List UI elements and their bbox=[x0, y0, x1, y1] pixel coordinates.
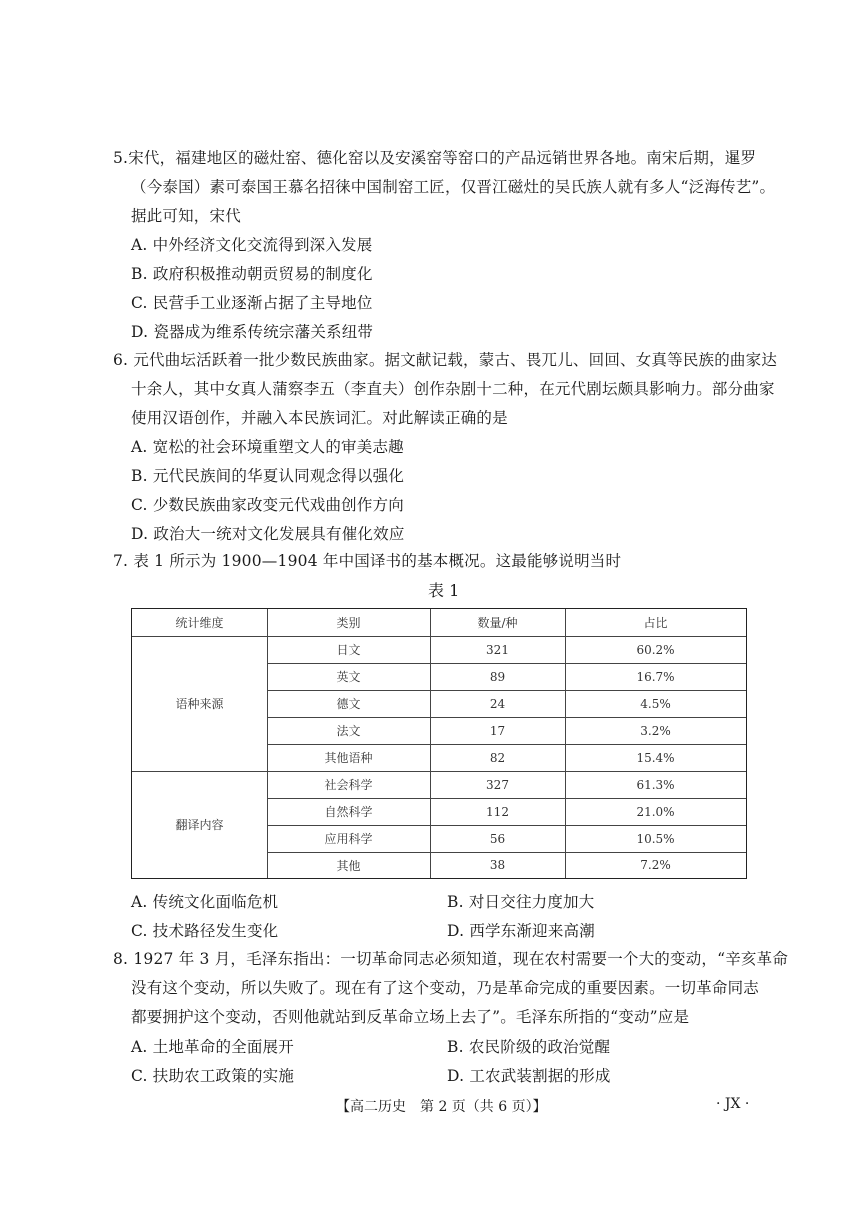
q6-option-b: B. 元代民族间的华夏认同观念得以强化 bbox=[131, 467, 405, 485]
table-cell-quantity: 82 bbox=[489, 750, 506, 765]
q8-option-b: B. 农民阶级的政治觉醒 bbox=[447, 1038, 611, 1056]
table-cell-quantity: 327 bbox=[486, 777, 509, 792]
q5-option-b: B. 政府积极推动朝贡贸易的制度化 bbox=[131, 265, 373, 283]
q5-stem-line-3: 据此可知，宋代 bbox=[131, 207, 241, 225]
table-cell-share: 10.5% bbox=[636, 831, 675, 846]
table-cell-share: 7.2% bbox=[640, 858, 671, 872]
q7-option-d: D. 西学东渐迎来高潮 bbox=[447, 922, 595, 940]
table-header-quantity: 数量/种 bbox=[477, 616, 518, 630]
q6-stem-line-1: 6. 元代曲坛活跃着一批少数民族曲家。据文献记载，蒙古、畏兀儿、回回、女真等民族的曲家达 bbox=[113, 351, 778, 369]
table-header-share: 占比 bbox=[643, 616, 668, 630]
q8-option-c: C. 扶助农工政策的实施 bbox=[131, 1067, 295, 1085]
group-translation-content: 翻译内容 bbox=[175, 818, 224, 832]
table-cell-category: 其他 bbox=[336, 858, 361, 873]
translation-table bbox=[131, 608, 747, 879]
q7-option-a: A. 传统文化面临危机 bbox=[131, 893, 279, 911]
table-cell-category: 法文 bbox=[336, 724, 361, 738]
table-cell-category: 英文 bbox=[336, 670, 361, 684]
table-caption: 表 1 bbox=[428, 581, 460, 600]
table-cell-quantity: 56 bbox=[489, 831, 506, 846]
q5-stem-line-2: （今泰国）素可泰国王慕名招徕中国制窑工匠，仅晋江磁灶的吴氏族人就有多人“泛海传艺”。 bbox=[131, 178, 776, 196]
footer-code: · JX · bbox=[716, 1096, 750, 1112]
q5-option-d: D. 瓷器成为维系传统宗藩关系纽带 bbox=[131, 323, 374, 341]
table-cell-quantity: 112 bbox=[486, 804, 509, 819]
table-cell-share: 15.4% bbox=[636, 750, 675, 765]
q7-option-c: C. 技术路径发生变化 bbox=[131, 922, 279, 940]
q5-option-c: C. 民营手工业逐渐占据了主导地位 bbox=[131, 294, 373, 312]
q6-option-a: A. 宽松的社会环境重塑文人的审美志趣 bbox=[131, 438, 404, 456]
q7-option-b: B. 对日交往力度加大 bbox=[447, 893, 595, 911]
table-cell-share: 3.2% bbox=[640, 723, 671, 738]
q6-option-c: C. 少数民族曲家改变元代戏曲创作方向 bbox=[131, 496, 404, 514]
q5-option-a: A. 中外经济文化交流得到深入发展 bbox=[131, 236, 373, 254]
table-cell-share: 60.2% bbox=[636, 642, 675, 657]
q8-stem-line-3: 都要拥护这个变动，否则他就站到反革命立场上去了”。毛泽东所指的“变动”应是 bbox=[131, 1008, 690, 1026]
table-cell-share: 61.3% bbox=[636, 777, 675, 792]
table-cell-quantity: 24 bbox=[489, 696, 506, 711]
page-footer: 【高二历史 第 2 页（共 6 页）】 bbox=[336, 1099, 547, 1115]
table-cell-quantity: 321 bbox=[486, 642, 509, 657]
q8-option-d: D. 工农武装割据的形成 bbox=[447, 1067, 611, 1085]
table-header-dimension: 统计维度 bbox=[175, 616, 224, 630]
q8-stem-line-1: 8. 1927 年 3 月，毛泽东指出：一切革命同志必须知道，现在农村需要一个大的变动，“辛亥革命 bbox=[113, 950, 789, 968]
table-cell-quantity: 38 bbox=[489, 858, 506, 872]
table-cell-share: 4.5% bbox=[640, 696, 671, 711]
group-language-source: 语种来源 bbox=[175, 697, 224, 711]
table-cell-category: 德文 bbox=[336, 697, 361, 711]
q6-stem-line-3: 使用汉语创作，并融入本民族词汇。对此解读正确的是 bbox=[131, 409, 508, 427]
table-header-category: 类别 bbox=[336, 616, 361, 630]
table-cell-category: 社会科学 bbox=[324, 778, 373, 792]
q6-stem-line-2: 十余人，其中女真人蒲察李五（李直夫）创作杂剧十二种，在元代剧坛颇具影响力。部分曲家 bbox=[131, 380, 775, 398]
q7-stem-line-1: 7. 表 1 所示为 1900—1904 年中国译书的基本概况。这最能够说明当时 bbox=[113, 552, 622, 570]
q5-stem-line-1: 5.宋代，福建地区的磁灶窑、德化窑以及安溪窑等窑口的产品远销世界各地。南宋后期，暹罗 bbox=[113, 149, 757, 167]
table-cell-category: 自然科学 bbox=[324, 805, 373, 819]
table-cell-category: 日文 bbox=[336, 643, 361, 657]
table-cell-category: 应用科学 bbox=[324, 832, 373, 846]
q8-option-a: A. 土地革命的全面展开 bbox=[131, 1038, 294, 1056]
table-cell-share: 16.7% bbox=[636, 669, 675, 684]
table-cell-quantity: 89 bbox=[489, 669, 506, 684]
table-cell-share: 21.0% bbox=[636, 804, 675, 819]
q6-option-d: D. 政治大一统对文化发展具有催化效应 bbox=[131, 525, 405, 543]
q8-stem-line-2: 没有这个变动，所以失败了。现在有了这个变动，乃是革命完成的重要因素。一切革命同志 bbox=[131, 979, 760, 997]
table-cell-category: 其他语种 bbox=[324, 751, 373, 765]
table-cell-quantity: 17 bbox=[489, 723, 506, 738]
